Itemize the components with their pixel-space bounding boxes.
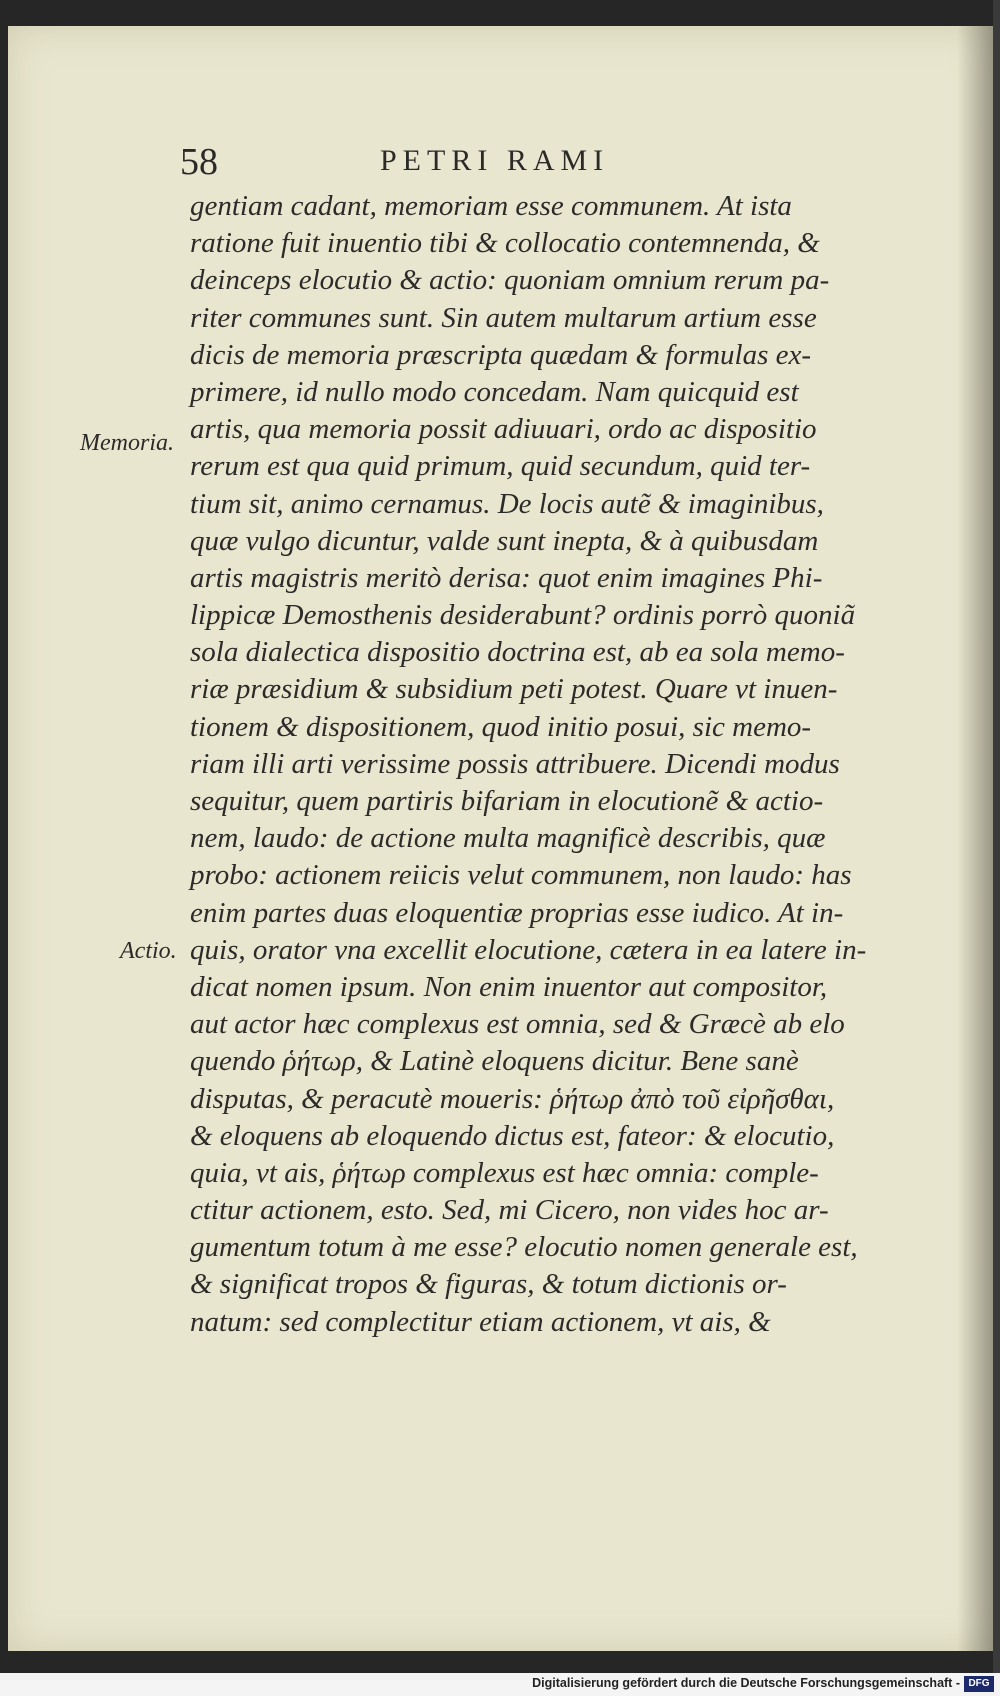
text-line: sola dialectica dispositio doctrina est, ab ea sola memo- xyxy=(190,636,845,669)
text-line: gentiam cadant, memoriam esse communem. At ista xyxy=(190,190,792,222)
text-line: tium sit, animo cernamus. De locis autẽ & imaginibus, xyxy=(190,487,824,520)
footer-credit: Digitalisierung gefördert durch die Deutsche Forschungsgemeinschaft - xyxy=(532,1676,960,1690)
page-header xyxy=(180,140,880,190)
text-line: riam illi arti verissime possis attribuere. Dicendi modus xyxy=(190,747,840,780)
margin-note-actio: Actio. xyxy=(120,938,177,964)
text-line: dicis de memoria præscripta quædam & formulas ex- xyxy=(190,338,812,371)
margin-note-memoria: Memoria. xyxy=(80,430,174,456)
text-line: disputas, & peracutè moueris: ῥήτωρ ἀπὸ τοῦ εἰρῆσθαι, xyxy=(190,1082,835,1115)
text-line: quæ vulgo dicuntur, valde sunt inepta, & à quibusdam xyxy=(190,524,819,557)
text-line: riæ præsidium & subsidium peti potest. Quare vt inuen- xyxy=(190,673,838,706)
text-line: primere, id nullo modo concedam. Nam quicquid est xyxy=(190,375,799,408)
book-edge xyxy=(993,0,1000,1696)
page-number: 58 xyxy=(180,141,218,183)
text-line: enim partes duas eloquentiæ proprias esse iudico. At in- xyxy=(190,896,844,929)
text-line: quis, orator vna excellit elocutione, cætera in ea latere in- xyxy=(190,933,867,966)
text-line: nem, laudo: de actione multa magnificè describis, quæ xyxy=(190,822,826,855)
text-line: natum: sed complectitur etiam actionem, vt ais, & xyxy=(190,1305,771,1338)
text-line: aut actor hæc complexus est omnia, sed & Græcè ab elo xyxy=(190,1008,845,1041)
dfg-logo: DFG xyxy=(964,1676,994,1692)
text-line: ratione fuit inuentio tibi & collocatio contemnenda, & xyxy=(190,227,820,260)
text-line: ctitur actionem, esto. Sed, mi Cicero, non vides hoc ar- xyxy=(190,1194,829,1227)
text-line: & eloquens ab eloquendo dictus est, fateor: & elocutio, xyxy=(190,1119,835,1152)
text-line: artis, qua memoria possit adiuuari, ordo ac dispositio xyxy=(190,413,817,446)
body-text xyxy=(190,188,910,1341)
text-line: sequitur, quem partiris bifariam in elocutionẽ & actio- xyxy=(190,785,824,817)
text-line: quendo ῥήτωρ, & Latinè eloquens dicitur. Bene sanè xyxy=(190,1045,799,1078)
text-line: rerum est qua quid primum, quid secundum, quid ter- xyxy=(190,450,811,483)
text-line: probo: actionem reiicis velut communem, non laudo: has xyxy=(190,859,852,892)
text-line: riter communes sunt. Sin autem multarum artium esse xyxy=(190,301,817,334)
text-line: lippicæ Demosthenis desiderabunt? ordinis porrò quoniã xyxy=(190,599,856,632)
running-head: PETRI RAMI xyxy=(380,144,610,177)
text-line: & significat tropos & figuras, & totum dictionis or- xyxy=(190,1268,787,1301)
text-line: quia, vt ais, ῥήτωρ complexus est hæc omnia: comple- xyxy=(190,1156,819,1189)
text-line: deinceps elocutio & actio: quoniam omnium rerum pa- xyxy=(190,264,830,297)
footer-bar xyxy=(0,1673,1000,1696)
text-line: artis magistris meritò derisa: quot enim imagines Phi- xyxy=(190,561,823,594)
page-gutter-shadow xyxy=(957,26,993,1651)
text-line: dicat nomen ipsum. Non enim inuentor aut compositor, xyxy=(190,970,828,1003)
text-line: gumentum totum à me esse? elocutio nomen generale est, xyxy=(190,1231,858,1264)
text-line: tionem & dispositionem, quod initio posui, sic memo- xyxy=(190,710,812,743)
